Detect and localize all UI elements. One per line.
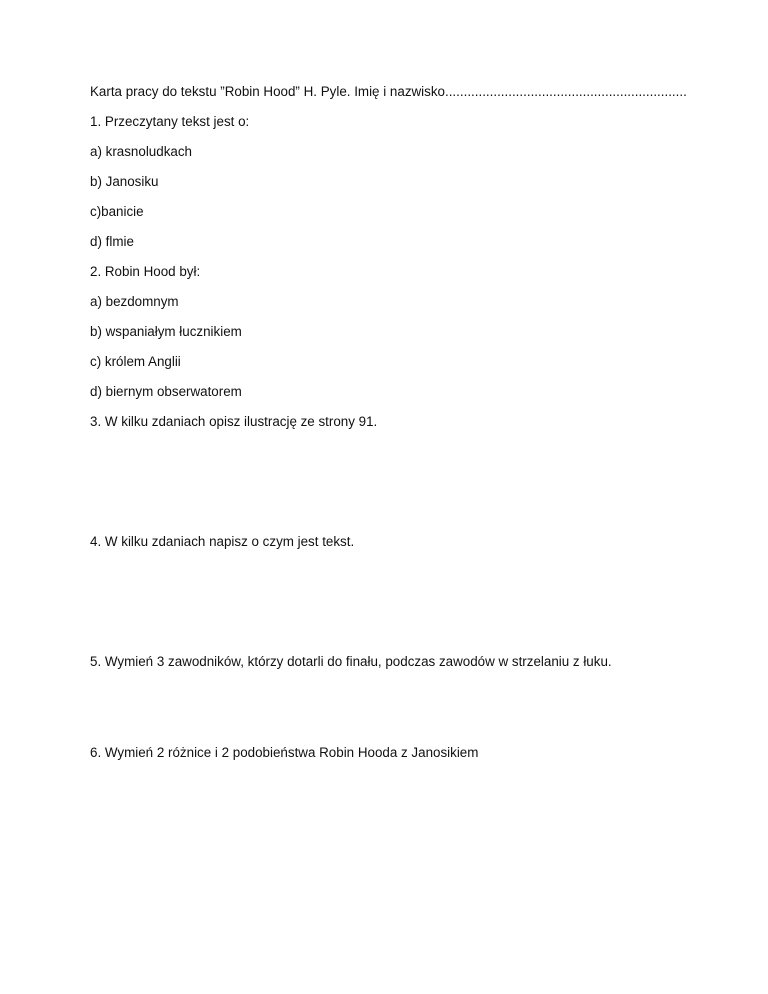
question-1: 1. Przeczytany tekst jest o: <box>90 114 250 129</box>
question-2-option-a: a) bezdomnym <box>90 294 179 309</box>
question-2-option-b: b) wspaniałym łucznikiem <box>90 324 242 339</box>
question-5: 5. Wymień 3 zawodników, którzy dotarli do finału, podczas zawodów w strzelaniu z łuku. <box>90 654 612 669</box>
worksheet-header: Karta pracy do tekstu ”Robin Hood” H. Pyle. Imię i nazwisko................................................................. <box>90 84 687 99</box>
question-3: 3. W kilku zdaniach opisz ilustrację ze strony 91. <box>90 414 378 429</box>
question-1-option-a: a) krasnoludkach <box>90 144 192 159</box>
question-1-option-c: c)banicie <box>90 204 144 219</box>
question-2-option-d: d) biernym obserwatorem <box>90 384 242 399</box>
question-2-option-c: c) królem Anglii <box>90 354 181 369</box>
question-1-option-b: b) Janosiku <box>90 174 159 189</box>
question-2: 2. Robin Hood był: <box>90 264 201 279</box>
question-1-option-d: d) flmie <box>90 234 134 249</box>
question-4: 4. W kilku zdaniach napisz o czym jest tekst. <box>90 534 355 549</box>
question-6: 6. Wymień 2 różnice i 2 podobieństwa Robin Hooda z Janosikiem <box>90 745 479 760</box>
